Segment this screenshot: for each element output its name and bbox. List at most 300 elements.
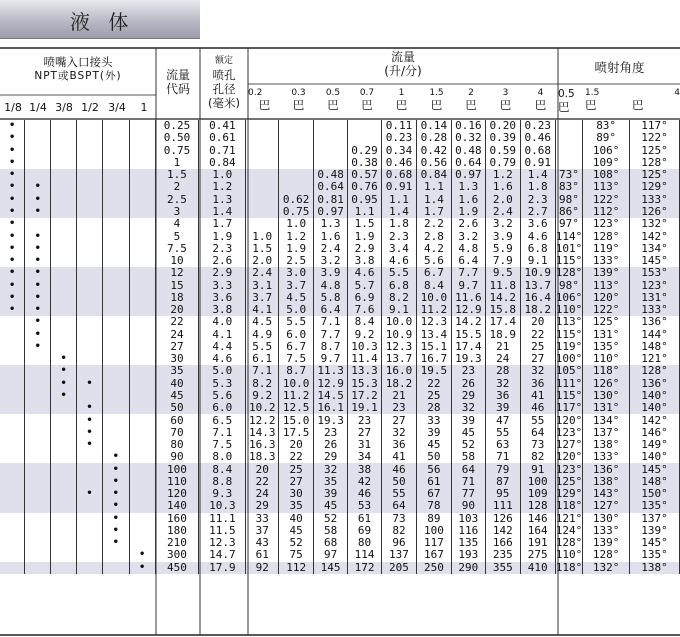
size-marker-cell <box>129 500 155 512</box>
flow-rate-cell: 2.3 <box>520 194 555 206</box>
pressure-unit: 巴 <box>585 97 597 112</box>
spray-angle-cell: 89° <box>583 132 630 144</box>
size-available-dot: • <box>0 243 25 255</box>
flow-rate-cell: 100 <box>520 476 555 488</box>
table-row <box>0 451 680 463</box>
size-marker-cell <box>51 218 77 230</box>
size-marker-cell <box>77 255 103 267</box>
size-marker-cell <box>102 427 129 439</box>
size-marker-cell <box>77 451 103 463</box>
size-marker-cell <box>129 341 155 353</box>
flow-rate-cell <box>348 132 382 144</box>
flow-rate-cell: 61 <box>416 476 451 488</box>
table-row <box>0 463 680 475</box>
flow-rate-cell: 1.2 <box>279 230 314 242</box>
size-marker-cell <box>0 402 25 414</box>
flow-rate-cell: 96 <box>382 537 417 549</box>
spray-angle-cell: 86° <box>555 206 583 218</box>
spray-angle-cell: 125° <box>583 316 630 328</box>
spray-angle-cell: 124° <box>555 524 583 537</box>
flow-rate-cell: 0.81 <box>314 194 348 206</box>
size-marker-cell <box>25 463 51 475</box>
flow-rate-cell: 15.3 <box>348 378 382 390</box>
size-marker-cell <box>77 279 103 291</box>
flow-pressure-4 <box>384 88 419 113</box>
size-marker-cell <box>77 329 103 341</box>
flow-rate-cell: 39 <box>451 414 485 426</box>
pressure-unit: 巴 <box>327 97 339 112</box>
size-available-dot: • <box>0 132 25 144</box>
flow-rate-cell: 142 <box>485 525 520 537</box>
size-marker-cell <box>51 463 77 475</box>
size-marker-cell <box>25 513 51 525</box>
flow-rate-cell: 6.4 <box>451 255 485 267</box>
spray-angle-cell: 150° <box>630 488 680 500</box>
size-available-dot: • <box>25 230 51 242</box>
size-marker-cell <box>77 353 103 365</box>
table-row <box>0 329 680 341</box>
flow-rate-cell: 0.20 <box>485 120 520 132</box>
flow-rate-cell: 3.6 <box>520 218 555 230</box>
flow-rate-cell: 67 <box>416 488 451 500</box>
flow-rate-cell: 235 <box>485 549 520 561</box>
flow-rate-cell: 9.1 <box>520 255 555 267</box>
flow-rate-cell: 31 <box>348 439 382 451</box>
flow-code-cell: 90 <box>155 451 199 463</box>
flow-rate-cell: 10.2 <box>246 402 279 414</box>
flow-code-cell: 140 <box>155 500 199 512</box>
flow-rate-cell: 8.2 <box>382 292 417 304</box>
flow-rate-cell: 290 <box>451 562 485 574</box>
size-marker-cell <box>77 230 103 242</box>
pressure-value: 0.7 <box>359 88 375 98</box>
flow-rate-cell: 4.5 <box>246 316 279 328</box>
flow-rate-cell: 0.91 <box>520 157 555 169</box>
spray-angle-cell: 129° <box>555 487 583 501</box>
table-row <box>0 365 680 377</box>
flow-rate-cell: 34 <box>348 451 382 463</box>
size-marker-cell <box>129 157 155 169</box>
flow-code-cell: 210 <box>155 537 199 549</box>
flow-rate-cell: 4.5 <box>279 292 314 304</box>
size-marker-cell <box>102 267 129 279</box>
size-marker-cell <box>129 279 155 291</box>
size-marker-cell <box>129 120 155 132</box>
flow-rate-cell: 17.4 <box>485 316 520 328</box>
flow-rate-cell <box>279 157 314 169</box>
flow-rate-cell: 7.1 <box>314 316 348 328</box>
flow-rate-cell: 0.32 <box>451 132 485 144</box>
flow-rate-cell: 53 <box>348 500 382 512</box>
table-row <box>0 194 680 206</box>
flow-rate-cell: 24 <box>485 353 520 365</box>
flow-rate-cell: 0.97 <box>451 169 485 181</box>
flow-rate-cell: 79 <box>485 463 520 475</box>
size-available-dot: • <box>25 316 51 328</box>
spray-angle-cell: 126° <box>630 206 680 218</box>
flow-rate-cell <box>279 181 314 193</box>
table-row <box>0 132 680 144</box>
flow-rate-cell: 10.9 <box>520 267 555 279</box>
flow-rate-cell: 3.9 <box>485 230 520 242</box>
flow-rate-cell: 0.57 <box>348 169 382 181</box>
orifice-diameter-cell: 12.3 <box>199 537 246 549</box>
flow-rate-cell: 1.6 <box>314 230 348 242</box>
flow-rate-cell: 2.4 <box>485 206 520 218</box>
flow-rate-cell: 2.3 <box>382 230 417 242</box>
flow-rate-cell: 5.6 <box>416 255 451 267</box>
spray-angle-cell: 112° <box>583 206 630 218</box>
flow-rate-cell: 95 <box>485 488 520 500</box>
size-marker-cell <box>102 255 129 267</box>
table-row <box>0 243 680 255</box>
size-available-dot: • <box>77 427 103 439</box>
size-marker-cell <box>51 525 77 537</box>
size-marker-cell <box>102 439 129 451</box>
spray-angle-cell: 128° <box>555 537 583 550</box>
size-available-dot: • <box>0 279 25 291</box>
flow-rate-cell <box>246 120 279 132</box>
flow-code-cell: 10 <box>155 255 199 267</box>
size-marker-cell <box>51 549 77 561</box>
flow-rate-cell: 2.8 <box>416 230 451 242</box>
size-available-dot: • <box>102 525 129 537</box>
spray-angle-cell: 128° <box>583 230 630 242</box>
size-marker-cell <box>51 402 77 414</box>
size-marker-cell <box>102 169 129 181</box>
size-marker-cell <box>0 549 25 561</box>
orifice-diameter-cell: 1.4 <box>199 206 246 218</box>
spray-angle-cell: 135° <box>630 500 680 512</box>
flow-rate-cell: 4.1 <box>246 304 279 316</box>
flow-rate-cell: 0.75 <box>279 206 314 218</box>
size-marker-cell <box>0 476 25 488</box>
size-marker-cell <box>102 181 129 193</box>
flow-rate-cell: 52 <box>451 439 485 451</box>
flow-code-header-line2: 代码 <box>165 82 190 97</box>
spray-angle-cell: 128° <box>583 549 630 561</box>
spray-angle-cell: 136° <box>583 463 630 475</box>
table-row <box>0 230 680 242</box>
page-title: 液 体 <box>70 10 135 34</box>
spray-angle-cell: 125° <box>630 169 680 181</box>
size-available-dot: • <box>77 378 103 390</box>
flow-rate-cell <box>246 181 279 193</box>
size-marker-cell <box>25 132 51 144</box>
flow-rate-cell: 0.34 <box>382 145 417 157</box>
size-marker-cell <box>0 439 25 451</box>
table-row <box>0 341 680 353</box>
size-marker-cell <box>129 488 155 500</box>
size-marker-cell <box>0 513 25 525</box>
flow-rate-cell: 410 <box>520 562 555 574</box>
size-marker-cell <box>129 329 155 341</box>
flow-rate-cell: 25 <box>279 463 314 475</box>
orifice-diameter-cell: 11.1 <box>199 513 246 525</box>
flow-rate-cell: 10.0 <box>382 316 417 328</box>
size-marker-cell <box>0 390 25 402</box>
size-marker-cell <box>25 562 51 574</box>
flow-rate-cell: 0.23 <box>382 132 417 144</box>
size-marker-cell <box>102 292 129 304</box>
flow-rate-cell: 33 <box>246 513 279 525</box>
flow-rate-cell: 5.9 <box>485 243 520 255</box>
flow-rate-cell: 36 <box>382 439 417 451</box>
flow-rate-cell: 4.8 <box>314 279 348 291</box>
size-marker-cell <box>51 414 77 426</box>
flow-rate-cell: 39 <box>416 427 451 439</box>
size-available-dot: • <box>77 439 103 451</box>
flow-code-cell: 0.25 <box>155 120 199 132</box>
flow-rate-cell: 9.2 <box>246 390 279 402</box>
flow-rate-cell: 55 <box>485 427 520 439</box>
flow-rate-cell: 5.5 <box>279 316 314 328</box>
flow-rate-cell: 8.2 <box>246 378 279 390</box>
flow-rate-cell: 4.9 <box>246 329 279 341</box>
flow-rate-cell: 0.48 <box>314 169 348 181</box>
spray-angle-cell: 149° <box>630 439 680 451</box>
flow-rate-cell: 1.9 <box>348 230 382 242</box>
table-row <box>0 476 680 488</box>
spray-angle-cell: 122° <box>583 194 630 206</box>
spray-angle-cell: 128° <box>630 365 680 377</box>
spray-angle-cell <box>555 145 583 157</box>
table-row <box>0 414 680 426</box>
pressure-value: 3 <box>502 88 509 98</box>
table-row <box>0 181 680 193</box>
table-row <box>0 439 680 451</box>
flow-rate-cell: 8.7 <box>314 341 348 353</box>
size-marker-cell <box>51 439 77 451</box>
table-row <box>0 145 680 157</box>
table-body <box>0 120 680 574</box>
size-marker-cell <box>51 488 77 500</box>
flow-rate-cell: 11.2 <box>279 390 314 402</box>
connection-header <box>0 56 156 82</box>
flow-rate-cell: 58 <box>314 525 348 537</box>
size-marker-cell <box>51 341 77 353</box>
spray-angle-cell: 140° <box>630 451 680 463</box>
flow-rate-cell: 137 <box>382 549 417 561</box>
flow-rate-cell <box>348 120 382 132</box>
spray-angle-cell: 123° <box>555 463 583 476</box>
flow-rate-cell: 166 <box>485 537 520 549</box>
table-row <box>0 427 680 439</box>
flow-rate-cell: 355 <box>485 562 520 574</box>
size-marker-cell <box>129 169 155 181</box>
flow-rate-cell: 3.1 <box>246 279 279 291</box>
orifice-diameter-cell: 17.9 <box>199 562 246 574</box>
flow-rate-cell: 28 <box>416 402 451 414</box>
flow-rate-cell: 11.2 <box>416 304 451 316</box>
flow-code-cell: 80 <box>155 439 199 451</box>
flow-rate-cell: 135 <box>451 537 485 549</box>
flow-rate-cell: 75 <box>279 549 314 561</box>
flow-rate-cell: 8.4 <box>416 279 451 291</box>
flow-code-header <box>157 68 199 97</box>
pressure-unit: 巴 <box>499 97 512 112</box>
flow-rate-cell: 1.1 <box>382 194 417 206</box>
spray-angle-cell: 148° <box>630 341 680 353</box>
size-marker-cell <box>77 218 103 230</box>
size-1-2: 1/2 <box>81 101 99 114</box>
flow-rate-cell: 0.29 <box>348 145 382 157</box>
pressure-value: 1.5 <box>429 88 444 98</box>
size-marker-cell <box>129 439 155 451</box>
size-available-dot: • <box>25 181 51 193</box>
orifice-diameter-cell: 5.0 <box>199 365 246 377</box>
flow-rate-cell: 2.4 <box>246 267 279 279</box>
spray-angle-cell: 120° <box>555 451 583 464</box>
size-marker-cell <box>129 304 155 316</box>
flow-rate-cell: 7.1 <box>246 365 279 377</box>
flow-rate-cell: 10.3 <box>348 341 382 353</box>
size-marker-cell <box>51 316 77 328</box>
flow-rate-cell: 0.14 <box>416 120 451 132</box>
size-available-dot: • <box>0 304 25 316</box>
pressure-unit: 巴 <box>258 97 271 112</box>
flow-rate-cell: 29 <box>314 451 348 463</box>
size-available-dot: • <box>25 304 51 316</box>
flow-rate-cell: 109 <box>520 488 555 500</box>
spray-angle-cell: 143° <box>583 488 630 500</box>
table-row <box>0 279 680 291</box>
flow-rate-cell: 37 <box>246 525 279 537</box>
size-marker-cell <box>25 402 51 414</box>
angle-pressure-1 <box>585 88 632 113</box>
size-available-dot: • <box>77 402 103 414</box>
flow-rate-cell: 12.9 <box>314 378 348 390</box>
table-row <box>0 525 680 537</box>
flow-rate-cell: 1.5 <box>348 218 382 230</box>
size-marker-cell <box>51 451 77 463</box>
size-available-dot: • <box>51 353 77 365</box>
size-available-dot: • <box>102 513 129 525</box>
flow-rate-cell: 14.2 <box>485 292 520 304</box>
flow-rate-cell: 22 <box>520 329 555 341</box>
size-available-dot: • <box>0 120 25 132</box>
flow-code-cell: 120 <box>155 488 199 500</box>
size-marker-cell <box>129 243 155 255</box>
size-marker-cell <box>51 206 77 218</box>
connection-header-line2: NPT或BSPT(外) <box>34 69 122 82</box>
size-marker-cell <box>0 537 25 549</box>
size-marker-cell <box>51 145 77 157</box>
flow-rate-cell: 5.5 <box>246 341 279 353</box>
flow-rate-cell: 35 <box>279 500 314 512</box>
flow-rate-cell <box>279 145 314 157</box>
flow-rate-cell: 167 <box>416 549 451 561</box>
size-available-dot: • <box>102 488 129 500</box>
size-3-4: 3/4 <box>108 101 126 114</box>
flow-rate-cell: 17.2 <box>348 390 382 402</box>
size-marker-cell <box>102 365 129 377</box>
spray-angle-cell: 138° <box>630 562 680 574</box>
angle-header <box>559 60 680 75</box>
spray-angle-cell: 145° <box>630 537 680 549</box>
flow-rate-cell: 1.0 <box>279 218 314 230</box>
size-marker-cell <box>129 267 155 279</box>
flow-header-line1: 流量 <box>390 50 415 64</box>
size-available-dot: • <box>102 537 129 549</box>
size-marker-cell <box>25 120 51 132</box>
spray-angle-cell: 105° <box>555 365 583 378</box>
flow-rate-cell: 164 <box>520 525 555 537</box>
size-marker-cell <box>102 230 129 242</box>
flow-pressure-1 <box>281 88 316 113</box>
size-marker-cell <box>102 329 129 341</box>
spray-angle-cell: 142° <box>630 414 680 426</box>
flow-code-cell: 30 <box>155 353 199 365</box>
size-marker-cell <box>102 120 129 132</box>
flow-rate-cell: 41 <box>520 390 555 402</box>
size-marker-cell <box>51 562 77 574</box>
size-marker-cell <box>25 439 51 451</box>
flow-rate-cell: 114 <box>348 549 382 561</box>
flow-code-cell: 100 <box>155 463 199 475</box>
size-1: 1 <box>140 101 148 114</box>
flow-rate-cell: 4.2 <box>416 243 451 255</box>
flow-rate-cell: 26 <box>451 378 485 390</box>
flow-rate-cell: 146 <box>520 513 555 525</box>
pressure-unit: 巴 <box>632 97 644 112</box>
flow-rate-cell: 0.64 <box>314 181 348 193</box>
orifice-diameter-cell: 8.4 <box>199 463 246 475</box>
spray-angle-cell: 109° <box>583 157 630 169</box>
flow-rate-cell: 27 <box>348 427 382 439</box>
spray-angle-cell: 113° <box>555 316 583 329</box>
size-marker-cell <box>0 488 25 500</box>
size-marker-cell <box>129 463 155 475</box>
table-row <box>0 255 680 267</box>
flow-rate-cell: 38 <box>348 463 382 475</box>
flow-rate-cell <box>279 169 314 181</box>
flow-rate-cell: 47 <box>485 414 520 426</box>
flow-rate-cell: 17.4 <box>451 341 485 353</box>
flow-rate-cell: 3.9 <box>314 267 348 279</box>
flow-rate-cell: 2.5 <box>279 255 314 267</box>
orifice-diameter-cell: 0.61 <box>199 132 246 144</box>
size-available-dot: • <box>25 206 51 218</box>
flow-rate-cell: 0.48 <box>451 145 485 157</box>
spray-angle-cell: 130° <box>583 513 630 525</box>
spray-angle-cell: 98° <box>555 279 583 291</box>
flow-code-cell: 0.50 <box>155 132 199 144</box>
flow-rate-cell: 12.3 <box>382 341 417 353</box>
flow-rate-cell: 2.2 <box>416 218 451 230</box>
flow-rate-cell: 52 <box>314 513 348 525</box>
size-1-8: 1/8 <box>4 101 22 114</box>
size-marker-cell <box>77 145 103 157</box>
spray-angle-cell: 134° <box>583 414 630 426</box>
size-marker-cell <box>0 463 25 475</box>
flow-rate-cell: 23 <box>382 402 417 414</box>
orifice-diameter-cell: 1.2 <box>199 181 246 193</box>
flow-rate-cell: 0.91 <box>382 181 417 193</box>
flow-rate-cell: 58 <box>451 451 485 463</box>
size-marker-cell <box>77 537 103 549</box>
size-marker-cell <box>25 500 51 512</box>
table-row <box>0 304 680 316</box>
size-marker-cell <box>77 304 103 316</box>
flow-rate-cell: 4.6 <box>348 267 382 279</box>
flow-rate-cell: 64 <box>520 427 555 439</box>
flow-code-cell: 24 <box>155 329 199 341</box>
orifice-diameter-cell: 0.84 <box>199 157 246 169</box>
spray-angle-cell: 145° <box>630 463 680 475</box>
size-available-dot: • <box>102 476 129 488</box>
flow-rate-cell: 61 <box>348 513 382 525</box>
